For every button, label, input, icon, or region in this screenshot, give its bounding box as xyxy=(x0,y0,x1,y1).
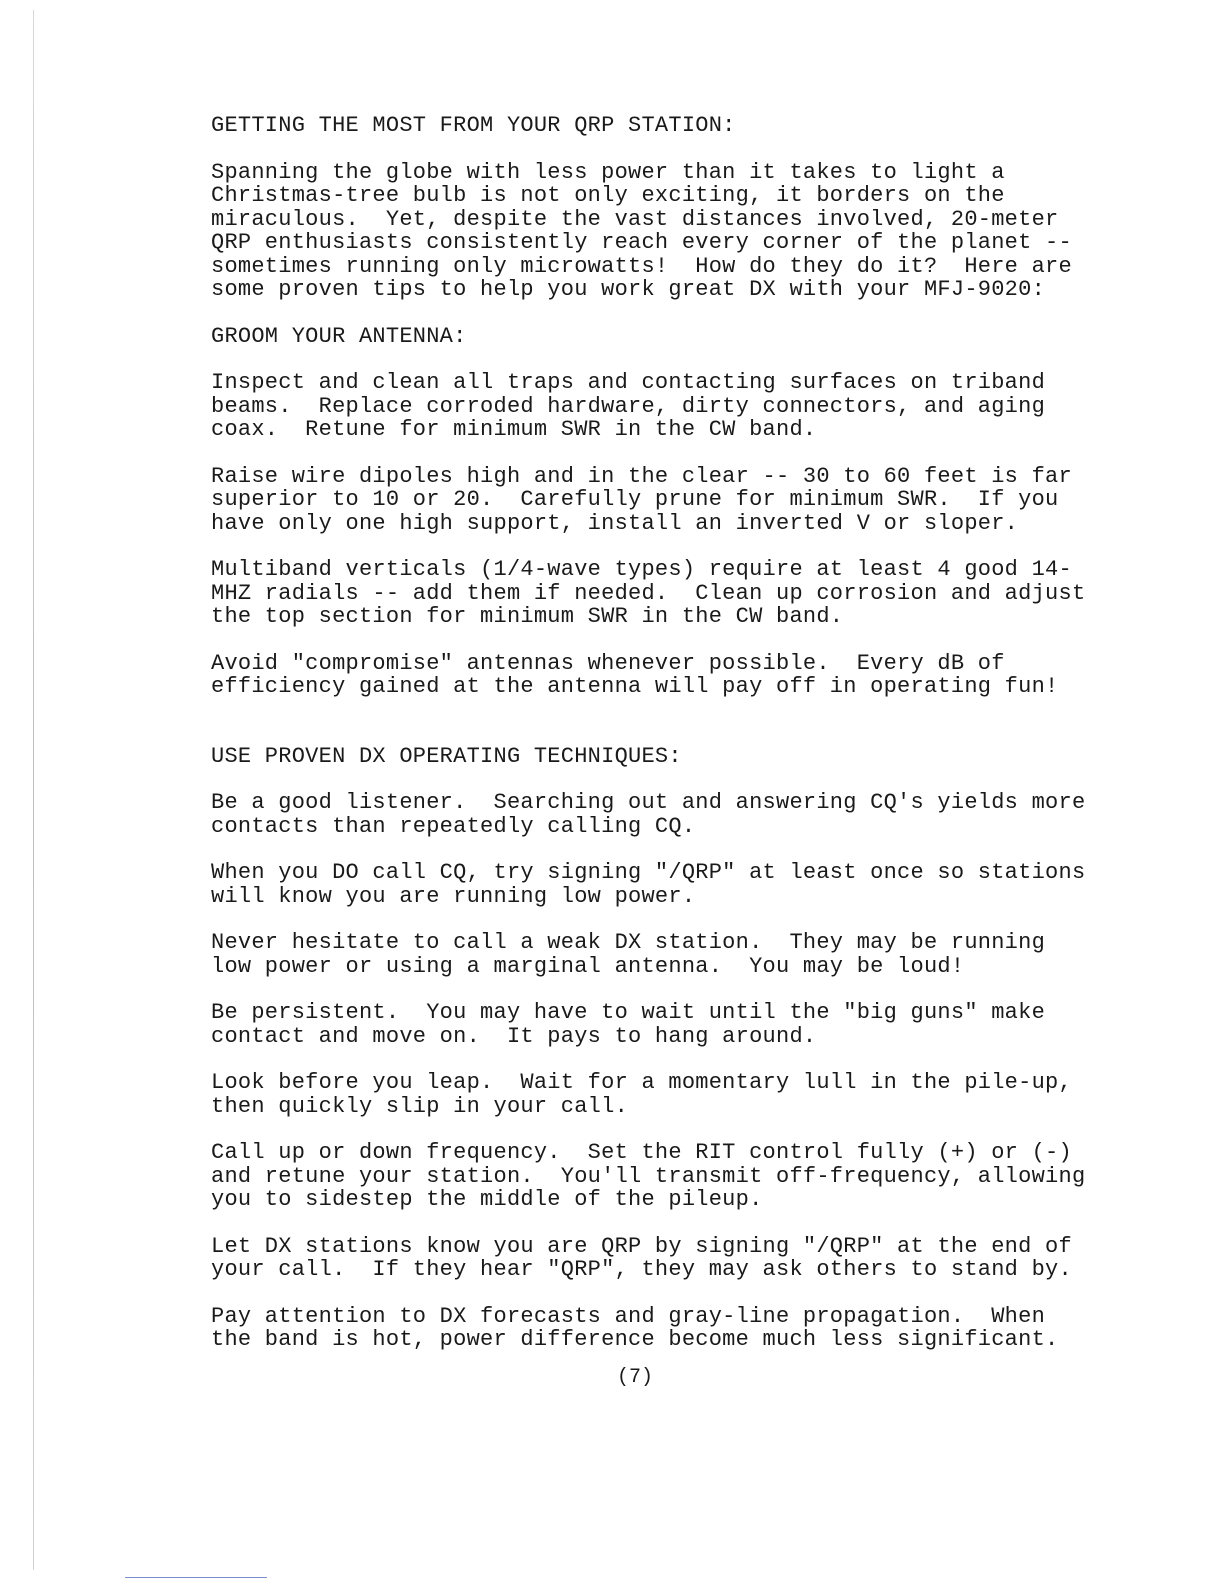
text-line: miraculous. Yet, despite the vast distances involved, 20-meter xyxy=(211,206,1059,232)
text-line: QRP enthusiasts consistently reach every corner of the planet -- xyxy=(211,230,1072,255)
text-line: Christmas-tree bulb is not only exciting, it borders on the xyxy=(211,183,1005,208)
page-number: (7) xyxy=(616,1366,653,1389)
section-heading-groom-antenna: GROOM YOUR ANTENNA: xyxy=(211,323,467,349)
section-heading-dx-techniques: USE PROVEN DX OPERATING TECHNIQUES: xyxy=(211,743,682,769)
text-line: Pay attention to DX forecasts and gray-line propagation. When xyxy=(211,1303,1046,1329)
text-line: then quickly slip in your call. xyxy=(211,1093,629,1119)
paragraph-good-listener xyxy=(211,791,1171,838)
text-line: contact and move on. It pays to hang around. xyxy=(211,1023,817,1049)
text-line: contacts than repeatedly calling CQ. xyxy=(211,813,696,839)
text-line: Never hesitate to call a weak DX station. They may be running xyxy=(211,930,1046,955)
text-line: When you DO call CQ, try signing "/QRP" at least once so stations xyxy=(211,860,1086,885)
text-line: have only one high support, install an inverted V or sloper. xyxy=(211,510,1019,536)
text-line: Let DX stations know you are QRP by signing "/QRP" at the end of xyxy=(211,1233,1072,1259)
text-line: superior to 10 or 20. Carefully prune for minimum SWR. If you xyxy=(211,487,1059,512)
paragraph-call-cq xyxy=(211,861,1171,908)
paragraph-dx-forecasts xyxy=(211,1305,1171,1352)
text-line: low power or using a marginal antenna. You may be loud! xyxy=(211,953,965,979)
paragraph-intro xyxy=(211,161,1171,302)
text-line: Avoid "compromise" antennas whenever possible. Every dB of xyxy=(211,650,1005,676)
text-line: beams. Replace corroded hardware, dirty connectors, and aging xyxy=(211,393,1046,419)
text-line: Look before you leap. Wait for a momentary lull in the pile-up, xyxy=(211,1070,1072,1095)
section-heading-qrp-station: GETTING THE MOST FROM YOUR QRP STATION: xyxy=(211,113,736,138)
text-line: MHZ radials -- add them if needed. Clean up corrosion and adjust xyxy=(211,580,1086,606)
text-line: the top section for minimum SWR in the CW band. xyxy=(211,604,844,629)
paragraph-inspect-traps xyxy=(211,371,1171,442)
text-line: Spanning the globe with less power than it takes to light a xyxy=(211,159,1005,185)
paragraph-compromise-antennas xyxy=(211,652,1171,699)
paragraph-multiband-verticals xyxy=(211,558,1171,629)
text-line: will know you are running low power. xyxy=(211,883,696,909)
scan-left-edge xyxy=(33,10,34,1570)
page-body xyxy=(211,114,1171,1375)
text-line: Be a good listener. Searching out and answering CQ's yields more xyxy=(211,790,1086,815)
text-line: Inspect and clean all traps and contacting surfaces on triband xyxy=(211,370,1046,395)
paragraph-weak-dx xyxy=(211,931,1171,978)
paragraph-look-before-leap xyxy=(211,1071,1171,1118)
text-line: sometimes running only microwatts! How do they do it? Here are xyxy=(211,253,1072,279)
text-line: Call up or down frequency. Set the RIT control fully (+) or (-) xyxy=(211,1140,1072,1165)
scan-bottom-mark xyxy=(125,1577,267,1578)
text-line: coax. Retune for minimum SWR in the CW band. xyxy=(211,417,817,442)
text-line: Be persistent. You may have to wait until the "big guns" make xyxy=(211,1000,1046,1025)
text-line: some proven tips to help you work great DX with your MFJ-9020: xyxy=(211,277,1046,302)
text-line: your call. If they hear "QRP", they may ask others to stand by. xyxy=(211,1257,1072,1282)
text-line: and retune your station. You'll transmit off-frequency, allowing xyxy=(211,1163,1086,1189)
text-line: you to sidestep the middle of the pileup. xyxy=(211,1187,763,1212)
paragraph-wire-dipoles xyxy=(211,465,1171,536)
paragraph-signing-qrp xyxy=(211,1235,1171,1282)
paragraph-persistent xyxy=(211,1001,1171,1048)
text-line: Raise wire dipoles high and in the clear -- 30 to 60 feet is far xyxy=(211,463,1072,489)
text-line: Multiband verticals (1/4-wave types) require at least 4 good 14- xyxy=(211,557,1072,582)
section-spacer xyxy=(211,722,1171,745)
text-line: efficiency gained at the antenna will pay off in operating fun! xyxy=(211,674,1059,699)
text-line: the band is hot, power difference become much less significant. xyxy=(211,1327,1059,1352)
paragraph-call-up-down xyxy=(211,1141,1171,1212)
